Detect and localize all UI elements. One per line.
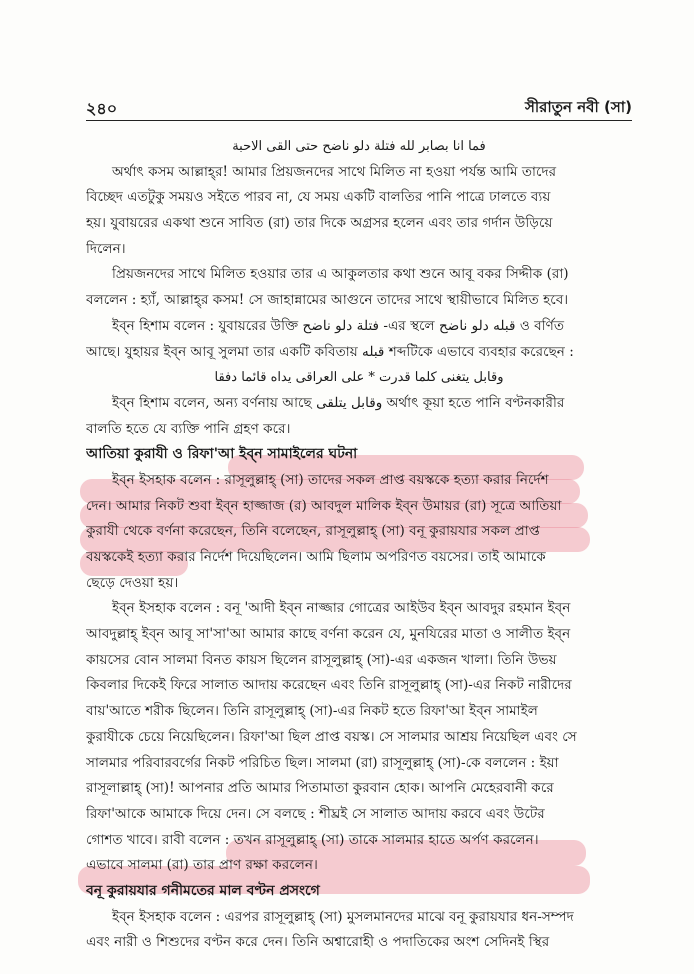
text-line: প্রিয়জনদের সাথে মিলিত হওয়ার তার এ আকুলতার কথা শুনে আবূ বকর সিদ্দীক (রা) [112,266,569,283]
text-line: ছেড়ে দেওয়া হয়। [86,574,179,591]
text-line: বিচ্ছেদ এতটুকু সময়ও সইতে পারব না, যে সময় একটি বালতির পানি পাত্রে ঢালতে ব্যয় [86,189,551,206]
page-number: ২৪০ [86,99,118,118]
page-header [86,96,632,120]
text-line: ইব্‌ন হিশাম বলেন, অন্য বর্ণনায় আছে وقابل يتلقى অর্থাৎ কূয়া হতে পানি বণ্টনকারীর [112,394,565,411]
text-line: কুরাযীকে চেয়ে নিয়েছিলেন। রিফা'আ ছিল প্রাপ্ত বয়স্ক। সে সালমার আশ্রয় নিয়েছিল এবং সে [86,728,577,745]
text-line: কুরাযী থেকে বর্ণনা করেছেন, তিনি বলেছেন, রাসূলুল্লাহ্‌ (সা) বনূ কুরায়যার সকল প্রাপ্ত [86,523,540,540]
text-line: কিবলার দিকেই ফিরে সালাত আদায় করেছেন এবং তিনি রাসূলুল্লাহ্‌ (সা)-এর নিকট নারীদের [86,677,572,694]
header-rule [86,120,632,121]
page-body [86,134,632,956]
text-line: আবদুল্লাহ্‌ ইব্‌ন আবূ সা'সা'আ আমার কাছে বর্ণনা করেন যে, মুনযিরের মাতা ও সালীত ইব্‌ন [86,626,571,643]
running-title: সীরাতুন নবী (সা) [524,98,632,116]
text-line: গোশত খাবে। রাবী বলেন : তখন রাসূলুল্লাহ্‌ (সা) তাকে সালমার হাতে অর্পণ করলেন। [86,831,539,848]
text-line: দেন। আমার নিকট শুবা ইব্‌ন হাজ্জাজ (র) আবদুল মালিক ইব্‌ন উমায়র (রা) সূত্রে আতিয়া [86,497,562,514]
text-line: ইব্‌ন ইসহাক বলেন : রাসূলুল্লাহ্‌ (সা) তাদের সকল প্রাপ্ত বয়স্ককে হত্যা করার নির্দেশ [112,471,549,488]
text-line: বললেন : হ্যাঁ, আল্লাহ্‌র কসম! সে জাহান্নামের আগুনে তাদের সাথে স্থায়ীভাবে মিলিত হবে। [86,292,569,309]
section-heading: বনূ কুরায়যার গনীমতের মাল বণ্টন প্রসংগে [86,882,320,899]
section-heading: আতিয়া কুরাযী ও রিফা'আ ইব্‌ন সামাইলের ঘটনা [86,446,358,463]
text-line: হয়। যুবায়রের একথা শুনে সাবিত (রা) তার দিকে অগ্রসর হলেন এবং তার গর্দান উড়িয়ে [86,215,553,232]
text-line: রিফা'আকে আমাকে দিয়ে দেন। সে বলছে : শীঘ্রই সে সালাত আদায় করবে এবং উটের [86,805,545,822]
text-line: দিলেন। [86,240,126,257]
text-line: এবং নারী ও শিশুদের বণ্টন করে দেন। তিনি অশ্বারোহী ও পদাতিকের অংশ সেদিনই স্থির [86,934,550,951]
text-line: বালতি হতে যে ব্যক্তি পানি গ্রহণ করে। [86,420,291,437]
text-line: বায়'আতে শরীক ছিলেন। তিনি রাসূলুল্লাহ্‌ (সা)-এর নিকট হতে রিফা'আ ইব্‌ন সামাইল [86,703,538,720]
text-line: ইব্‌ন ইসহাক বলেন : এরপর রাসূলুল্লাহ্‌ (সা) মুসলমানদের মাঝে বনূ কুরায়যার ধন-সম্পদ [112,908,574,925]
text-line: কায়সের বোন সালমা বিনত কায়স ছিলেন রাসূলুল্লাহ্‌ (সা)-এর একজন খালা। তিনি উভয় [86,651,557,668]
text-line: ইব্‌ন হিশাম বলেন : যুবায়রের উক্তি فتلة دلو ناضح -এর স্থলে قبله دلو ناضح ও বর্ণিত [112,317,565,334]
text-line: সালমার পরিবারবর্গের নিকট পরিচিত ছিল। সালমা (রা) রাসূলুল্লাহ্‌ (সা)-কে বললেন : ইয়া [86,754,559,771]
text-line: অর্থাৎ কসম আল্লাহ্‌র! আমার প্রিয়জনদের সাথে মিলিত না হওয়া পর্যন্ত আমি তাদের [112,163,557,180]
arabic-verse-line: فما انا بصابر لله فتلة دلو ناضح حتى القى الاحبة [232,139,486,154]
text-line: এভাবে সালমা (রা) তার প্রাণ রক্ষা করলেন। [86,857,318,874]
text-line: ইব্‌ন ইসহাক বলেন : বনূ 'আদী ইব্‌ন নাজ্জার গোত্রের আইউব ইব্‌ন আবদুর রহমান ইব্‌ন [112,600,571,617]
text-line: রাসূলাল্লাহ্‌ (সা)! আপনার প্রতি আমার পিতামাতা কুরবান হোক। আপনি মেহেরবানী করে [86,780,554,797]
arabic-verse-line: وقابل يتغنى كلما قدرت * على العراقى يداه قائما دفقا [214,370,504,386]
text-line: আছে। যুহায়র ইব্‌ন আবূ সুলমা তার একটি কবিতায় قبله শব্দটিকে এভাবে ব্যবহার করেছেন : [86,343,574,360]
text-line: বয়স্ককেই হত্যা করার নির্দেশ দিয়েছিলেন। আমি ছিলাম অপরিণত বয়সের। তাই আমাকে [86,549,546,565]
